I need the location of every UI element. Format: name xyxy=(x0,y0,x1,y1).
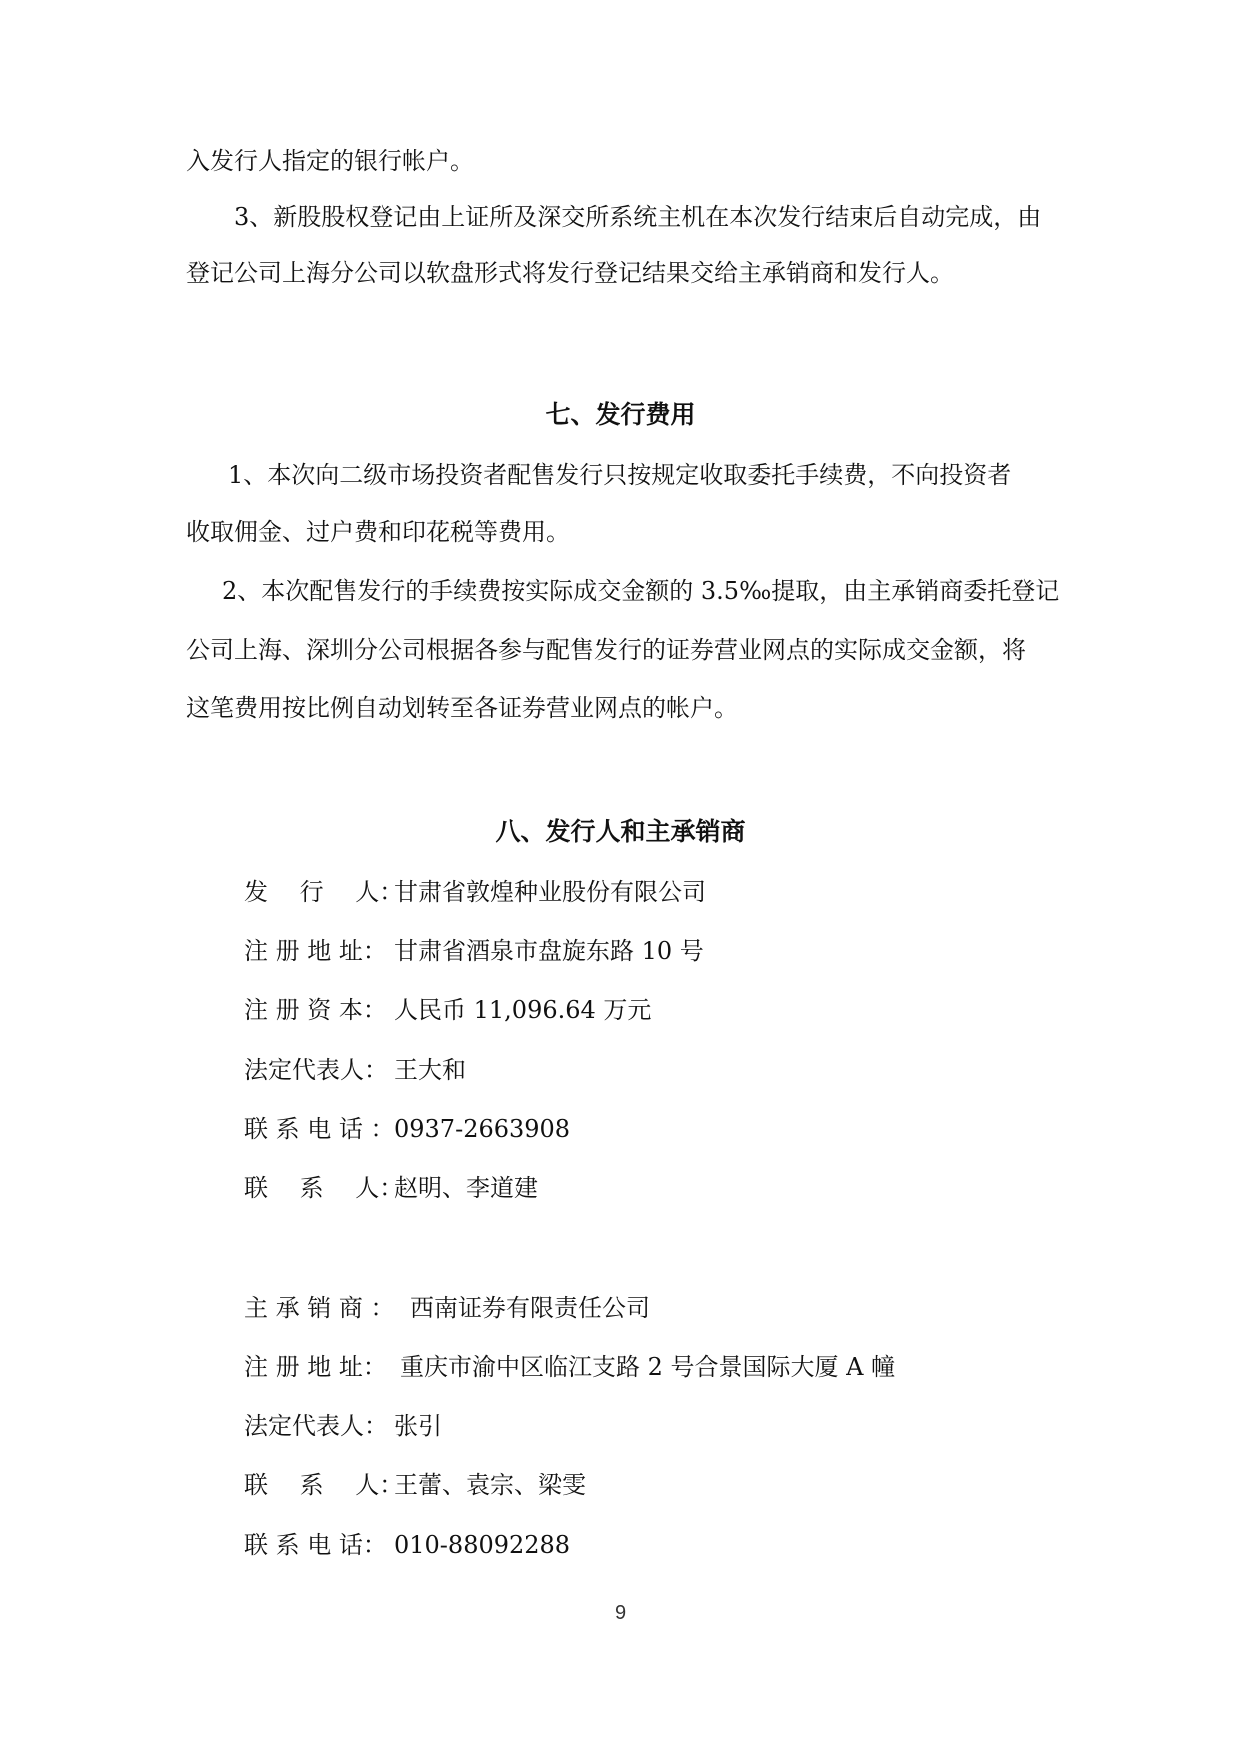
paragraph-line: 入发行人指定的银行帐户。 xyxy=(186,147,474,175)
field-value: 甘肃省酒泉市盘旋东路 10 号 xyxy=(394,937,704,965)
field-value: 甘肃省敦煌种业股份有限公司 xyxy=(394,878,706,906)
paragraph-line: 收取佣金、过户费和印花税等费用。 xyxy=(186,518,570,546)
field-label: 联 系 电 话 ： xyxy=(244,1115,395,1143)
field-value: 西南证券有限责任公司 xyxy=(410,1294,650,1322)
paragraph-line: 这笔费用按比例自动划转至各证券营业网点的帐户。 xyxy=(186,694,738,722)
field-value: 王大和 xyxy=(394,1056,466,1084)
field-label: 发 行 人： xyxy=(244,878,404,906)
field-label: 注 册 资 本： xyxy=(244,996,387,1024)
paragraph-line: 登记公司上海分公司以软盘形式将发行登记结果交给主承销商和发行人。 xyxy=(186,259,954,287)
field-label: 联 系 电 话： xyxy=(244,1531,387,1559)
issuer-name-row xyxy=(244,877,706,907)
field-label: 注 册 地 址： xyxy=(244,1353,387,1381)
issuer-phone-row xyxy=(244,1114,570,1144)
underwriter-phone-row xyxy=(244,1530,570,1560)
paragraph-line: 3、新股股权登记由上证所及深交所系统主机在本次发行结束后自动完成，由 xyxy=(234,203,1042,231)
underwriter-contact-row xyxy=(244,1470,586,1500)
field-value: 张引 xyxy=(394,1412,442,1440)
paragraph-line: 2、本次配售发行的手续费按实际成交金额的 3.5‰提取，由主承销商委托登记 xyxy=(222,577,1060,605)
field-value: 人民币 11,096.64 万元 xyxy=(394,996,652,1024)
issuer-contact-row xyxy=(244,1173,538,1203)
issuer-representative-row xyxy=(244,1055,466,1085)
page-number: 9 xyxy=(614,1602,627,1624)
paragraph-line: 公司上海、深圳分公司根据各参与配售发行的证券营业网点的实际成交金额，将 xyxy=(186,636,1026,664)
field-label: 法定代表人： xyxy=(244,1412,388,1440)
issuer-address-row xyxy=(244,936,704,966)
field-value: 王蕾、袁宗、梁雯 xyxy=(394,1471,586,1499)
underwriter-name-row xyxy=(244,1293,650,1323)
paragraph-line: 1、本次向二级市场投资者配售发行只按规定收取委托手续费，不向投资者 xyxy=(228,461,1012,489)
field-label: 法定代表人： xyxy=(244,1056,388,1084)
section-heading: 七、发行费用 xyxy=(545,400,696,429)
section-heading: 八、发行人和主承销商 xyxy=(495,817,746,846)
issuer-capital-row xyxy=(244,995,651,1025)
field-value: 赵明、李道建 xyxy=(394,1174,538,1202)
field-label: 主 承 销 商 ： xyxy=(244,1294,395,1322)
field-label: 联 系 人： xyxy=(244,1174,404,1202)
field-label: 注 册 地 址： xyxy=(244,937,387,965)
underwriter-address-row xyxy=(244,1352,895,1382)
field-value: 重庆市渝中区临江支路 2 号合景国际大厦 A 幢 xyxy=(400,1353,896,1381)
field-value: 0937-2663908 xyxy=(394,1115,571,1143)
field-label: 联 系 人： xyxy=(244,1471,404,1499)
field-value: 010-88092288 xyxy=(394,1531,571,1559)
underwriter-representative-row xyxy=(244,1411,442,1441)
